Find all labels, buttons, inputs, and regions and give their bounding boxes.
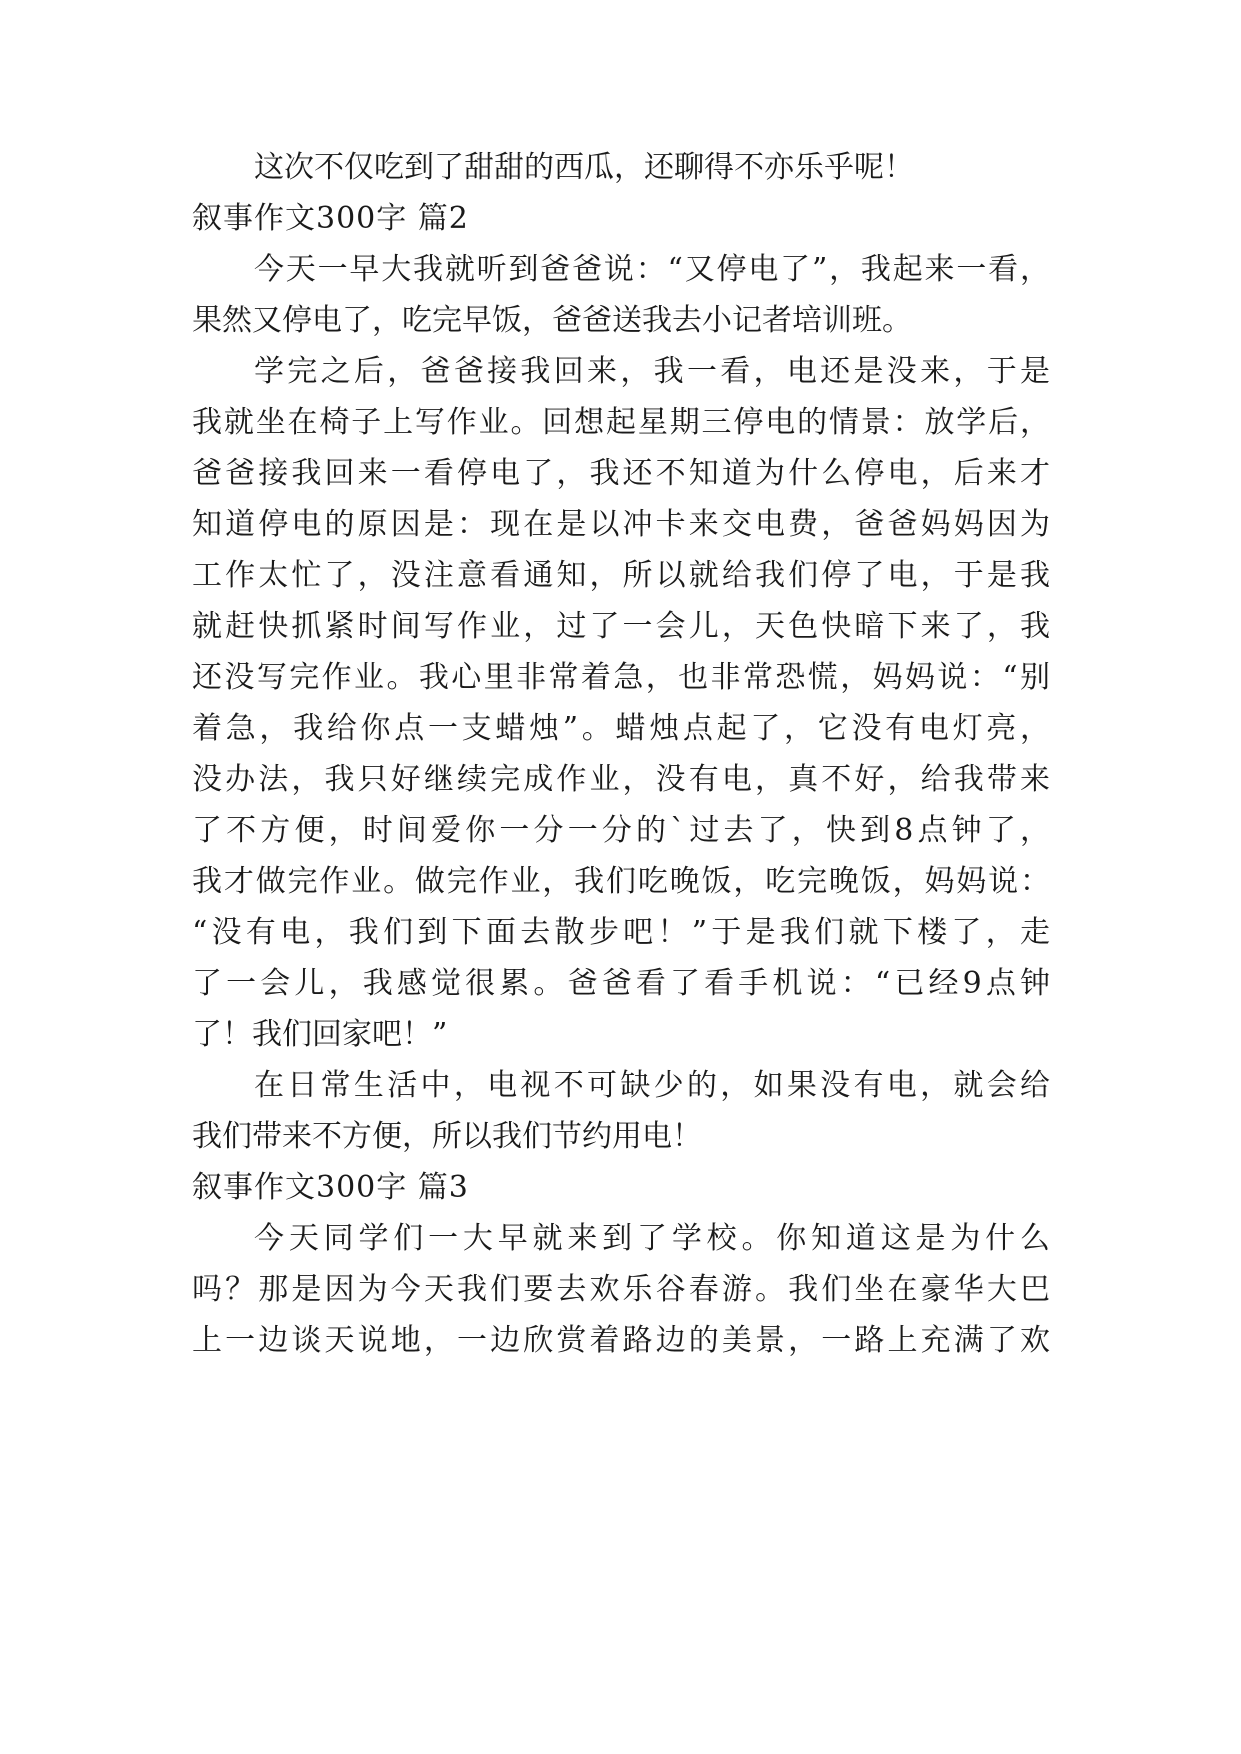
paragraph-line: 工作太忙了，没注意看通知，所以就给我们停了电，于是我 [192,558,1050,593]
paragraph-line: 了一会儿，我感觉很累。爸爸看了看手机说：“已经9点钟 [192,966,1050,1001]
paragraph-line: “没有电，我们到下面去散步吧！”于是我们就下楼了，走 [192,915,1050,950]
paragraph-line: 这次不仅吃到了甜甜的西瓜，还聊得不亦乐乎呢！ [254,150,914,185]
paragraph-line: 吗？那是因为今天我们要去欢乐谷春游。我们坐在豪华大巴 [192,1272,1050,1307]
paragraph-line: 知道停电的原因是：现在是以冲卡来交电费，爸爸妈妈因为 [192,507,1050,542]
paragraph-line: 我就坐在椅子上写作业。回想起星期三停电的情景：放学后， [192,405,1050,440]
paragraph-line: 上一边谈天说地，一边欣赏着路边的美景，一路上充满了欢 [192,1323,1050,1358]
paragraph-line: 果然又停电了，吃完早饭，爸爸送我去小记者培训班。 [192,303,912,338]
paragraph-line: 就赶快抓紧时间写作业，过了一会儿，天色快暗下来了，我 [192,609,1050,644]
section-heading: 叙事作文300字 篇2 [192,201,469,236]
paragraph-line: 了不方便，时间爱你一分一分的`过去了，快到8点钟了， [192,813,1050,848]
paragraph-line: 着急，我给你点一支蜡烛”。蜡烛点起了，它没有电灯亮， [192,711,1050,746]
paragraph-line: 今天同学们一大早就来到了学校。你知道这是为什么 [254,1221,1050,1256]
paragraph-line: 我们带来不方便，所以我们节约用电！ [192,1119,702,1154]
section-heading: 叙事作文300字 篇3 [192,1170,469,1205]
paragraph-line: 今天一早大我就听到爸爸说：“又停电了”，我起来一看， [254,252,1050,287]
paragraph-line: 学完之后，爸爸接我回来，我一看，电还是没来，于是 [254,354,1050,389]
paragraph-line: 还没写完作业。我心里非常着急，也非常恐慌，妈妈说：“别 [192,660,1050,695]
paragraph-line: 爸爸接我回来一看停电了，我还不知道为什么停电，后来才 [192,456,1050,491]
paragraph-line: 在日常生活中，电视不可缺少的，如果没有电，就会给 [254,1068,1050,1103]
paragraph-line: 没办法，我只好继续完成作业，没有电，真不好，给我带来 [192,762,1050,797]
paragraph-line: 我才做完作业。做完作业，我们吃晚饭，吃完晚饭，妈妈说： [192,864,1050,899]
paragraph-line: 了！我们回家吧！” [192,1017,448,1052]
